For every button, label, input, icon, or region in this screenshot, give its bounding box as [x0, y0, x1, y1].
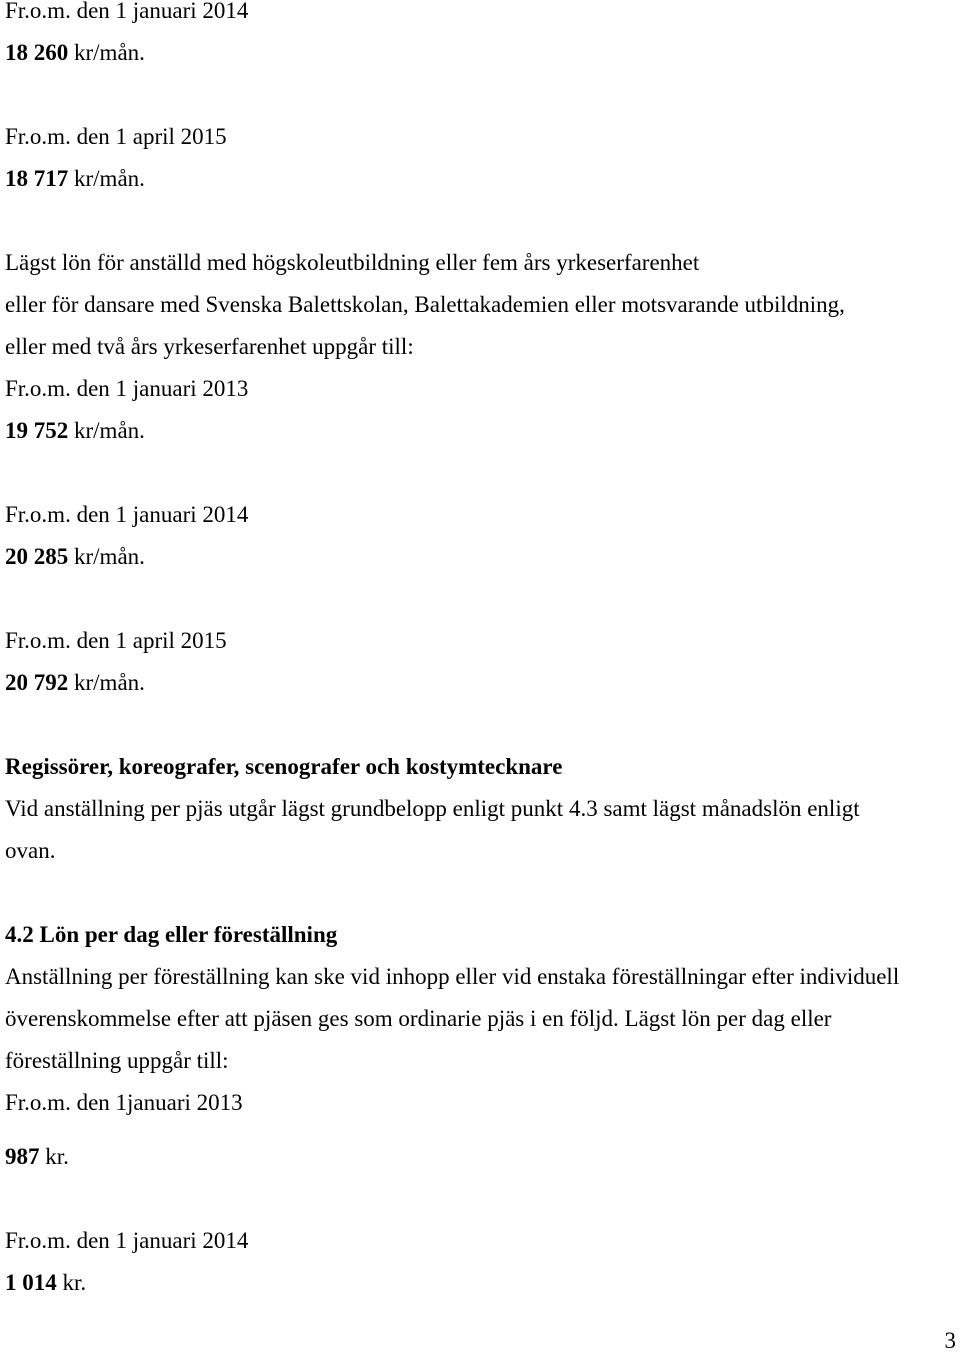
amount-line — [5, 536, 955, 578]
amount-number: 19 752 — [5, 418, 69, 443]
date-line: Fr.o.m. den 1 april 2015 — [5, 628, 227, 653]
amount-unit: kr/mån. — [68, 670, 145, 695]
amount-number: 20 285 — [5, 544, 69, 569]
amount-number: 18 717 — [5, 166, 69, 191]
spacer — [5, 704, 955, 746]
amount-unit: kr/mån. — [68, 40, 145, 65]
amount-number: 20 792 — [5, 670, 69, 695]
amount-line — [5, 662, 955, 704]
date-line: Fr.o.m. den 1januari 2013 — [5, 1090, 243, 1115]
spacer — [5, 452, 955, 494]
intro-line-2: eller för dansare med Svenska Balettskolan, Balettakademien eller motsvarande utbildning, — [5, 292, 845, 317]
amount-number: 18 260 — [5, 40, 69, 65]
amount-line — [5, 410, 955, 452]
amount-line — [5, 1136, 955, 1178]
section-4-2-text-line-3: föreställning uppgår till: — [5, 1048, 229, 1073]
page-number: 3 — [944, 1328, 956, 1353]
spacer — [5, 74, 955, 116]
amount-line — [5, 32, 955, 74]
document-page — [5, 0, 955, 1304]
spacer — [5, 578, 955, 620]
date-line: Fr.o.m. den 1 januari 2013 — [5, 376, 249, 401]
date-line: Fr.o.m. den 1 april 2015 — [5, 124, 227, 149]
section-4-2-text-line-2: överenskommelse efter att pjäsen ges som ordinarie pjäs i en följd. Lägst lön per dag eller — [5, 1006, 832, 1031]
amount-unit: kr. — [56, 1270, 87, 1295]
date-line: Fr.o.m. den 1 januari 2014 — [5, 0, 249, 23]
spacer — [5, 200, 955, 242]
amount-unit: kr/mån. — [68, 544, 145, 569]
date-line: Fr.o.m. den 1 januari 2014 — [5, 1228, 249, 1253]
intro-line-1: Lägst lön för anställd med högskoleutbildning eller fem års yrkeserfarenhet — [5, 250, 700, 275]
amount-unit: kr/mån. — [68, 166, 145, 191]
amount-unit: kr. — [39, 1144, 69, 1169]
spacer — [5, 872, 955, 914]
section-heading-directors: Regissörer, koreografer, scenografer och kostymtecknare — [5, 754, 563, 779]
intro-line-3: eller med två års yrkeserfarenhet uppgår till: — [5, 334, 414, 359]
amount-unit: kr/mån. — [68, 418, 145, 443]
amount-number: 987 — [5, 1144, 40, 1169]
amount-number: 1 014 — [5, 1270, 57, 1295]
spacer — [5, 1124, 955, 1136]
amount-line — [5, 1262, 955, 1304]
date-line: Fr.o.m. den 1 januari 2014 — [5, 502, 249, 527]
section-heading-4-2: 4.2 Lön per dag eller föreställning — [5, 922, 338, 947]
spacer — [5, 1178, 955, 1220]
directors-text-line-1: Vid anställning per pjäs utgår lägst grundbelopp enligt punkt 4.3 samt lägst månadslön enligt — [5, 796, 860, 821]
directors-text-line-2: ovan. — [5, 838, 56, 863]
section-4-2-text-line-1: Anställning per föreställning kan ske vid inhopp eller vid enstaka föreställningar efter individuell — [5, 964, 900, 989]
amount-line — [5, 158, 955, 200]
